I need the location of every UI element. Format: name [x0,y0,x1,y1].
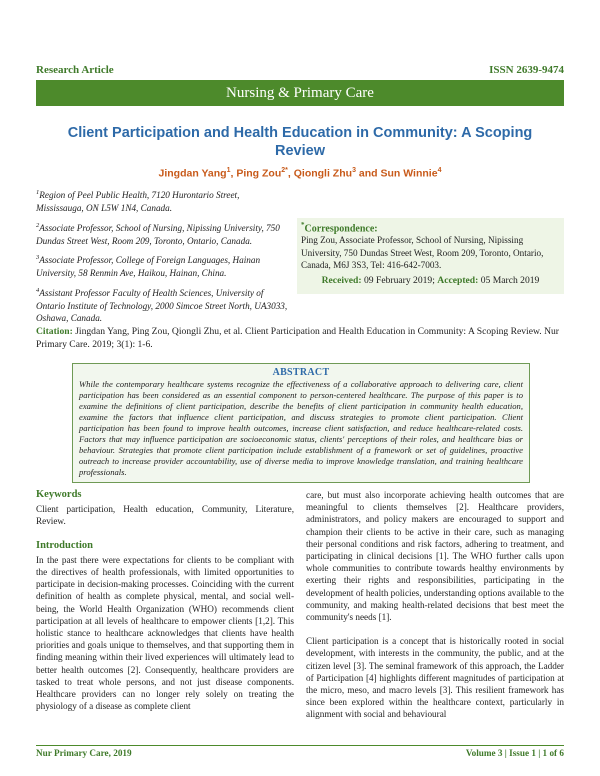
author-list: Jingdan Yang$^1$, Ping Zou$^{2*}$, Qiongli Zhu$^3$ and Sun Winnie$^4$ [158,167,442,180]
author-sup: 4 [437,167,442,174]
body-paragraph: care, but must also incorporate achieving health outcomes that are meaningful to clients themselves [2]. Healthcare providers, administrators, and policy makers are encouraged to support and champion their clients to be active in their care, such as managing their personal conditions and risk factors, adhering to treatment, and participating in clinical decisions [1]. The WHO further calls upon whole communities to contribute towards healthy environments by exerting their rights and responsibilities, participating in the development of health policies, understanding options available to the community, and making health-related decisions that best meet the community's needs [1]. [306,490,564,623]
footer-page-info: Volume 3 | Issue 1 | 1 of 6 [465,748,564,758]
body-paragraph: Client participation is a concept that is historically rooted in social development, with interests in the community, the public, and at the citizen level [3]. The seminal framework of this approach, the Ladder of Participation [4] highlights different magnitudes of participation at the micro, meso, and macro levels [3]. This resilient framework has since been explored within the healthcare context, particularly in alignment with social and behavioural [306,636,564,720]
correspondence-heading: *Correspondence: [301,221,378,235]
paper-title: Client Participation and Health Education in Community: A Scoping Review [67,125,533,159]
article-dates [297,275,564,286]
author-sup: 1 [226,167,231,174]
right-column [306,489,564,733]
left-column [36,489,294,724]
affiliation-text: Region of Peel Public Health, 7120 Hurontario Street, Mississauga, ON L5W 1N4, Canada. [36,190,240,213]
affiliation-text: Associate Professor, School of Nursing, Nipissing University, 750 Dundas Street West, Room 209, Toronto, Ontario, Canada. [36,223,280,246]
citation [36,325,564,351]
citation-text: Jingdan Yang, Ping Zou, Qiongli Zhu, et al. Client Participation and Health Education in Community: A Scoping Review. Nur Primary Care. 2019; 3(1): 1-6. [36,326,560,350]
correspondence-text: Ping Zou, Associate Professor, School of Nursing, Nipissing University, 750 Dundas Street West, Room 209, Toronto, Ontario, Canada, M6J 3S3, Tel: 416-642-7003. [301,235,544,270]
affiliation-text: Assistant Professor Faculty of Health Sciences, University of Ontario Institute of Technology, 2000 Simcoe Street North, UA3033, Oshawa, Canada. [36,288,288,324]
journal-banner [36,80,564,106]
introduction-heading: Introduction [36,539,93,551]
affiliation-sup: 2 [36,222,40,229]
citation-label: Citation: [36,326,73,337]
author-name: Ping Zou [236,167,282,180]
abstract-heading: ABSTRACT [272,367,330,378]
accepted-label: Accepted: [437,275,479,286]
author-name: Qiongli Zhu [293,167,353,180]
footer-journal: Nur Primary Care, 2019 [36,748,132,758]
accepted-date: 05 March 2019 [480,275,540,286]
keywords-text: Client participation, Health education, Community, Literature, Review. [36,504,294,527]
journal-name: Nursing & Primary Care [226,84,374,101]
issn-label: ISSN 2639-9474 [489,64,564,76]
author-name: Jingdan Yang [158,167,227,180]
affiliation-2 [36,220,288,247]
affiliation-4 [36,285,288,325]
introduction-text: In the past there were expectations for clients to be compliant with the directives of health professionals, with limited opportunities to participate in decision-making processes. Coinciding with the current definition of health as complete physical, mental, and social well-being, the World Health Organization (WHO) recommends client participation at all levels of healthcare to empower clients [1,2]. This holistic stance to healthcare acknowledges that clients have health priorities and goals unique to themselves, and that supporting them in finding meaning within their lived experiences will ultimately lead to better health outcomes [2]. Consequently, healthcare providers are tasked to treat whole persons, and not just disease components. Healthcare providers can no longer rely solely on treating the physiology of a disease as complete client [36,554,294,712]
affiliation-sup: 4 [36,287,40,294]
received-date: 09 February 2019; [364,275,435,286]
affiliation-sup: 1 [36,189,40,196]
author-name: Sun Winnie [380,167,438,180]
abstract-text: While the contemporary healthcare systems recognize the effectiveness of a collaborative approach to delivering care, client participation has been considered as an essential component to person-centered healthcare. The purpose of this paper is to examine the definitions of client participation, describe the benefits of client participation in community health education, examine the factors that influence client participation, and discuss strategies to promote client participation. Client participation has been found to improve health outcomes, increase client satisfaction, and reduce healthcare-related costs. Factors that may influence participation are socioeconomic status, clients' perceptions of their roles, and healthcare bias or behaviour. Strategies that promote client participation include establishment of a framework or set of guidelines, proactive outreach to increase provider accountability, use of diverse media to improve knowledge translation, and training healthcare professionals. [79,379,523,477]
received-label: Received: [321,275,362,286]
article-type-label: Research Article [36,64,114,76]
correspondence-sup: * [301,221,305,229]
author-sup: 2* [281,167,288,174]
footer-divider [36,745,564,746]
affiliation-sup: 3 [36,254,40,261]
keywords-heading: Keywords [36,489,82,500]
author-sup: 3 [352,167,356,174]
affiliation-text: Associate Professor, College of Foreign Languages, Hainan University, 58 Renmin Ave, Haikou, Hainan, China. [36,255,261,278]
affiliation-3 [36,252,288,279]
abstract-box [72,363,530,483]
affiliation-1 [36,187,288,214]
